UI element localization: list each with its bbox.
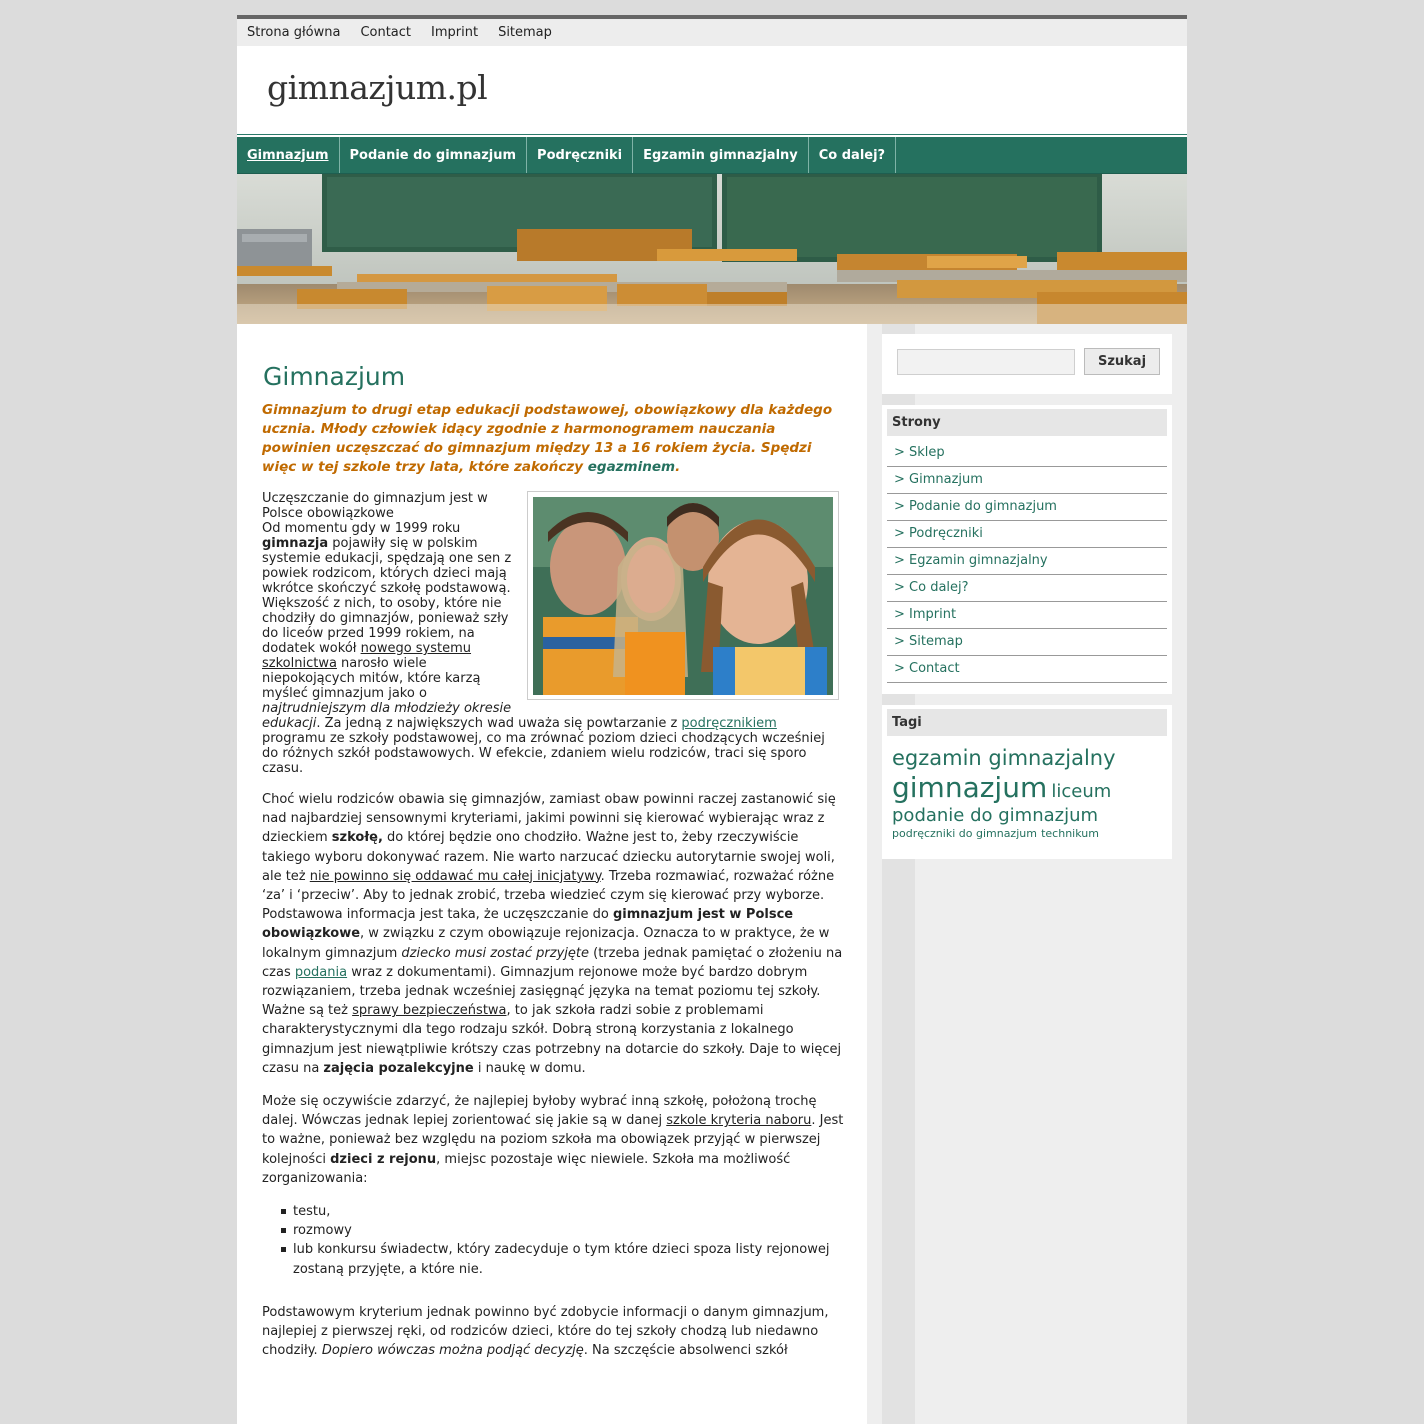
site-logo[interactable]: gimnazjum.pl <box>267 68 488 107</box>
main-navigation <box>237 136 1187 174</box>
p3-text-b: . Jest to ważne, ponieważ bez względu na poziom szkoła ma obowiązek przyjąć w pierwszej kolejności <box>262 1113 844 1167</box>
topnav-contact[interactable]: Contact <box>360 25 412 40</box>
page-prefix: > <box>894 634 910 649</box>
p1-text-c: pojawiły się w polskim systemie edukacji, spędzają one sen z powiek rodzicom, których dzieci mają wkrótce skończyć szkołę podstawową. Większość z nich, to osoby, które nie chodziły do gimnazjów, ponieważ szły do liceów przed 1999 rokiem, na dodatek wokół <box>262 536 512 656</box>
p2-link-podania[interactable]: podania <box>294 964 348 980</box>
main-content <box>262 354 844 1374</box>
list-item: testu, <box>280 1202 844 1221</box>
p1-text-g: programu ze szkoły podstawowej, co ma zrównać poziom dzieci chodzących wcześniej do różnych szkół podstawowych. W efekcie, zdaniem wielu rodziców, traci się sporo czasu. <box>262 731 825 776</box>
page-prefix: > <box>894 661 910 676</box>
page-prefix: > <box>894 526 910 541</box>
pages-box <box>882 405 1172 694</box>
search-box <box>882 334 1172 394</box>
intro-link[interactable]: egazminem <box>587 459 676 475</box>
page-link-podreczniki[interactable] <box>887 521 1167 548</box>
page-label: Imprint <box>909 607 957 622</box>
search-button[interactable]: Szukaj <box>1084 348 1160 375</box>
topnav-sitemap[interactable]: Sitemap <box>498 25 552 40</box>
page-label: Egzamin gimnazjalny <box>909 553 1048 568</box>
p2-link-inicjatywa[interactable]: nie powinno się oddawać mu całej inicjatywy <box>309 868 601 884</box>
tag-podanie[interactable]: podanie do gimnazjum <box>892 804 1099 826</box>
page-prefix: > <box>894 607 910 622</box>
page-title: Gimnazjum <box>263 362 406 391</box>
nav-podreczniki[interactable]: Podręczniki <box>527 137 633 173</box>
p4-text-c: . Na szczęście absolwenci szkół <box>583 1343 788 1359</box>
page-link-contact[interactable] <box>887 656 1167 683</box>
p3-link-kryteria[interactable]: szkole kryteria naboru <box>666 1113 812 1129</box>
page-prefix: > <box>894 580 910 595</box>
p2-text-a: Choć wielu rodziców obawia się gimnazjów, zamiast obaw powinni raczej zastanowić się nad najbardziej sensownymi kryteriami, jakimi powinni się kierować wybierając wraz z dzieckiem <box>262 792 836 846</box>
p2-text-k: , to jak szkoła radzi sobie z problemami charakterystycznymi dla tego rodzaju szkół. Dobrą stroną korzystania z lokalnego gimnazjum jest niewątpliwie krótszy czas potrzebny na dotarcie do szkoły. Daje to więcej czasu na <box>262 1003 842 1076</box>
page-label: Sklep <box>909 445 945 460</box>
paragraph-2b <box>262 905 844 1078</box>
page-link-co-dalej[interactable] <box>887 575 1167 602</box>
p2-text-e: Podstawowa informacja jest taka, że uczęszczanie do <box>262 907 613 923</box>
site-header <box>237 46 1187 135</box>
page-label: Contact <box>909 661 960 676</box>
page-label: Gimnazjum <box>909 472 983 487</box>
tag-egzamin[interactable]: egzamin gimnazjalny <box>892 746 1116 770</box>
p4-text-a: Podstawowym kryterium jednak powinno być zdobycie informacji o danym gimnazjum, najlepiej z pierwszej ręki, od rodziców dzieci, które do tej szkoły chodzą lub niedawno chodziły. <box>262 1304 829 1359</box>
p3-text-a: Może się oczywiście zdarzyć, że najlepiej byłoby wybrać inną szkołę, położoną trochę dalej. Wówczas jednak lepiej zorientować się jakie są w danej <box>262 1094 817 1129</box>
p1-text-a: Od momentu gdy w 1999 roku <box>262 521 461 536</box>
page-prefix: > <box>894 499 910 514</box>
students-photo <box>533 497 833 695</box>
page-link-gimnazjum[interactable] <box>887 467 1167 494</box>
students-figure <box>527 491 839 700</box>
p2-text-g: , w związku z czym obowiązuje rejonizacja. Oznacza to w praktyce, że w lokalnym gimnazjum <box>262 926 830 961</box>
tags-box <box>882 705 1172 859</box>
nav-co-dalej[interactable]: Co dalej? <box>809 137 896 173</box>
page-link-egzamin[interactable] <box>887 548 1167 575</box>
p4-italic: Dopiero wówczas można podjąć decyzję <box>321 1343 584 1359</box>
page-link-sklep[interactable] <box>887 440 1167 467</box>
nav-egzamin[interactable]: Egzamin gimnazjalny <box>633 137 809 173</box>
p2-text-d: . Trzeba rozmawiać, rozważać różne ‘za’ i ‘przeciw’. Aby to jednak zrobić, trzeba wiedzieć czym się kierować przy wyborze. <box>262 868 835 904</box>
nav-podanie[interactable]: Podanie do gimnazjum <box>340 137 528 173</box>
tag-liceum[interactable]: liceum <box>1051 781 1112 803</box>
tag-podreczniki[interactable]: podręczniki do gimnazjum <box>892 827 1037 841</box>
page-label: Sitemap <box>909 634 963 649</box>
p1-text-f: . Za jedną z największych wad uważa się powtarzanie z <box>316 716 682 731</box>
p1-italic: najtrudniejszym dla młodzieży okresie edukacji <box>262 701 512 731</box>
page-wrapper <box>237 15 1187 1424</box>
p2-italic: dziecko musi zostać przyjęte <box>401 945 589 961</box>
p1-text-d: narosło wiele niepokojących mitów, które karzą myśleć gimnazjum jako o <box>262 656 481 701</box>
page-label: Podręczniki <box>909 526 983 541</box>
p2-bold-l: zajęcia pozalekcyjne <box>323 1060 474 1076</box>
p2-bold-a: szkołę, <box>331 830 383 846</box>
figure-caption: Uczęszczanie do gimnazjum jest w Polsce obowiązkowe <box>262 491 488 521</box>
p2-text-m: i naukę w domu. <box>473 1060 586 1076</box>
page-label: Co dalej? <box>909 580 969 595</box>
page-prefix: > <box>894 472 910 487</box>
options-list <box>280 1202 844 1279</box>
p1-bold: gimnazja <box>262 536 329 551</box>
intro-text: Gimnazjum to drugi etap edukacji podstawowej, obowiązkowy dla każdego ucznia. Młody człowiek idący zgodnie z harmonogramem nauczania powinien uczęszczać do gimnazjum między 13 a 16 rokiem życia. Spędzi więc w tej szkole trzy lata, które zakończy <box>262 402 833 475</box>
nav-gimnazjum[interactable]: Gimnazjum <box>237 137 340 173</box>
page-link-podanie[interactable] <box>887 494 1167 521</box>
p2-text-i: (trzeba jednak pamiętać o złożeniu na czas <box>262 945 843 980</box>
p2-text-c: do której będzie ono chodziło. Ważne jest to, żeby rzeczywiście takiego wyboru dokonywać razem. Nie warto narzucać dziecku autorytarnie swojej woli, ale też <box>262 830 835 884</box>
search-input[interactable] <box>897 349 1075 375</box>
classroom-banner-image <box>237 174 1187 324</box>
page-prefix: > <box>894 445 910 460</box>
paragraph-4 <box>262 1303 844 1361</box>
page-prefix: > <box>894 553 910 568</box>
p2-text-j: wraz z dokumentami). Gimnazjum rejonowe może być bardzo dobrym rozwiązaniem, trzeba jednak wcześniej zasięgnąć języka na temat poziomu tej szkoły. Ważne są też <box>262 964 821 1019</box>
tag-gimnazjum[interactable]: gimnazjum <box>892 771 1048 805</box>
paragraph-2 <box>262 790 844 905</box>
p2-link-bezpieczenstwo[interactable]: sprawy bezpieczeństwa <box>352 1003 507 1019</box>
tag-technikum[interactable]: technikum <box>1041 827 1099 841</box>
p1-link-system[interactable]: nowego systemu szkolnictwa <box>262 641 472 671</box>
tags-title: Tagi <box>887 709 1167 736</box>
list-item: lub konkursu świadectw, który zadecyduje o tym które dzieci spoza listy rejonowej zostaną przyjęte, a które nie. <box>280 1240 844 1278</box>
article-intro: Gimnazjum to drugi etap edukacji podstawowej, obowiązkowy dla każdego ucznia. Młody człowiek idący zgodnie z harmonogramem nauczania powinien uczęszczać do gimnazjum między 13 a 16 rokiem życia. Spędzi więc w tej szkole trzy lata, które zakończy egazminem. <box>262 402 833 475</box>
p1-link-podrecznik[interactable]: podręcznikiem <box>681 716 777 731</box>
pages-list <box>887 440 1167 683</box>
page-link-sitemap[interactable] <box>887 629 1167 656</box>
page-label: Podanie do gimnazjum <box>909 499 1057 514</box>
p3-bold: dzieci z rejonu <box>330 1151 437 1167</box>
p3-text-d: , miejsc pozostaje więc niewiele. Szkoła ma możliwość zorganizowania: <box>262 1151 791 1186</box>
content-area <box>237 324 1187 1424</box>
page-link-imprint[interactable] <box>887 602 1167 629</box>
paragraph-3 <box>262 1092 844 1188</box>
top-navigation <box>237 19 1187 46</box>
pages-title: Strony <box>887 409 1167 436</box>
list-item: rozmowy <box>280 1221 844 1240</box>
topnav-imprint[interactable]: Imprint <box>431 25 479 40</box>
tag-cloud <box>882 736 1172 856</box>
p2-bold-f: gimnazjum jest w Polsce obowiązkowe <box>262 907 794 942</box>
topnav-home[interactable]: Strona główna <box>247 25 341 40</box>
